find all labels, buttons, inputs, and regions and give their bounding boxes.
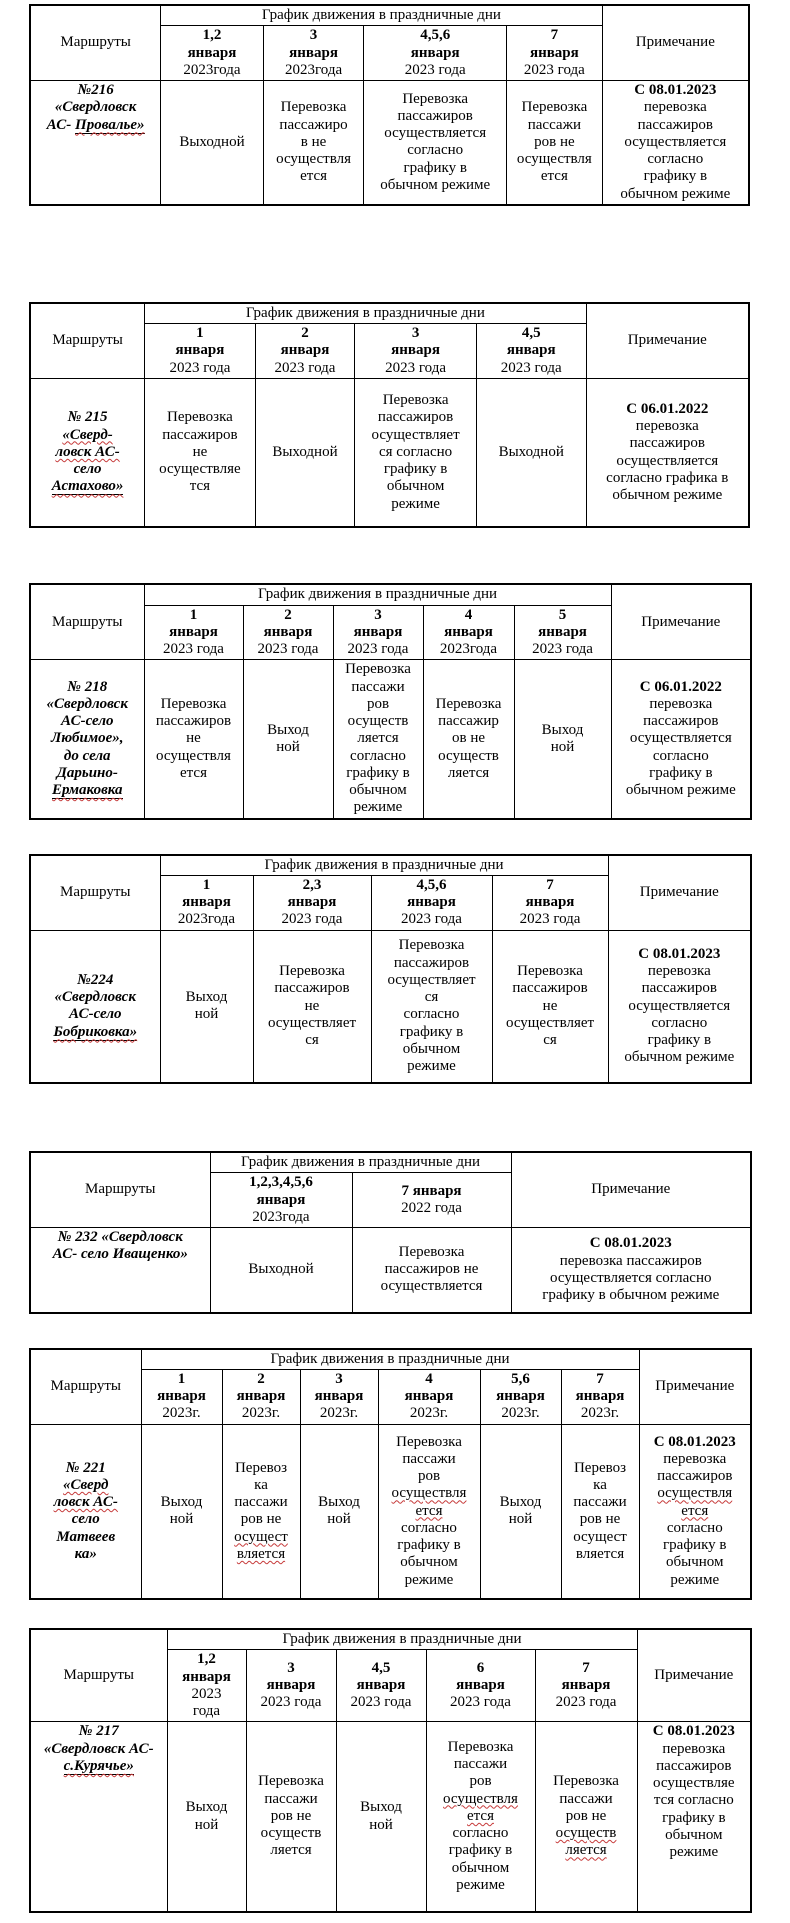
schedule-day-cell: Перевозка пассажиров осуществляет ся согласно графику в обычном режиме (355, 378, 477, 527)
date-year: 2023 года (350, 1694, 412, 1711)
date-day: 1 (196, 325, 204, 341)
routes-header-cell: Маршруты (30, 1629, 167, 1722)
date-header-cell (161, 26, 264, 81)
header-row (30, 303, 749, 324)
date-day: 1,2,3,4,5,6 (249, 1174, 313, 1191)
route-name-line (33, 1494, 139, 1511)
spellcheck-wavy-text: ловск АС- (53, 1494, 118, 1510)
route-name-line (33, 444, 142, 461)
date-day: 1 (202, 876, 211, 893)
body-row (30, 81, 749, 205)
note-header-cell: Примечание (608, 855, 751, 931)
date-day: 3 (335, 1370, 343, 1387)
note-text: перевозка пассажиров осуществляется согласно графику в обычном режиме (625, 695, 736, 798)
date-year: 2023г. (409, 1405, 449, 1422)
date-header-cell (514, 605, 611, 660)
schedule-table-route-218 (29, 583, 752, 819)
date-year: 2023г. (241, 1405, 281, 1422)
route-name-line: № 232 «Свердловск (57, 1229, 183, 1245)
underlined-text: Ермаковка (52, 782, 123, 798)
date-month: января (456, 1677, 505, 1694)
schedule-table-route-217 (29, 1628, 752, 1913)
schedule-day-cell: Выходной (161, 81, 264, 205)
note-header-cell: Примечание (637, 1629, 751, 1722)
date-year: 2023 года (404, 61, 466, 78)
schedule-day-cell: Перевозка пассажи ров осуществля ется согласно графику в обычном режиме (426, 1722, 535, 1912)
schedule-day-cell: Перевозка пассажи ров осуществля ется согласно графику в обычном режиме (378, 1424, 480, 1599)
routes-header-cell: Маршруты (30, 1152, 210, 1228)
date-day: 4 (425, 1370, 433, 1387)
date-year: 2023 года (169, 359, 231, 376)
date-month: января (575, 1388, 625, 1404)
header-row (30, 5, 749, 26)
spellcheck-wavy-text: «Сверд- (62, 426, 113, 443)
route-name-line: село (71, 1511, 100, 1528)
note-header-cell: Примечание (611, 584, 751, 660)
date-header-cell (371, 875, 492, 930)
date-month: января (289, 44, 338, 61)
note-header-cell: Примечание (586, 303, 749, 379)
schedule-header-cell: График движения в праздничные дни (160, 855, 608, 876)
schedule-day-cell: Перевоз ка пассажи ров не осущест вляется (222, 1424, 300, 1599)
note-effective-date: С 08.01.2023 (638, 945, 721, 962)
date-year: 2023года (252, 1208, 310, 1225)
note-effective-date: С 08.01.2023 (653, 1433, 736, 1450)
date-year: 2023года (177, 911, 236, 928)
underlined-text: с.Курячье» (63, 1757, 134, 1774)
schedule-header-cell: График движения в праздничные дни (141, 1349, 639, 1370)
route-name-line: «Свердловск (46, 695, 128, 712)
route-name-line (33, 1024, 158, 1041)
route-name-line: ка» (74, 1545, 97, 1562)
route-name-line (33, 427, 142, 444)
date-month: января (496, 1388, 545, 1404)
date-month: января (169, 623, 218, 640)
date-year: 2023года (439, 641, 498, 657)
date-day: 2,3 (302, 876, 322, 893)
schedule-header-cell: График движения в праздничные дни (145, 303, 586, 324)
date-header-cell (364, 26, 507, 81)
route-name-line: № 217 (78, 1723, 119, 1740)
routes-header-cell: Маршруты (30, 303, 145, 379)
date-day: 2 (284, 606, 292, 623)
date-day: 4,5,6 (416, 876, 447, 893)
schedule-table-route-221 (29, 1348, 752, 1601)
date-month: января (525, 894, 575, 910)
schedule-header-cell: График движения в праздничные дни (144, 584, 611, 605)
date-header-cell (253, 875, 371, 930)
route-name-line: «Свердловск (54, 99, 137, 116)
route-name-line: АС- Провалье» (46, 116, 145, 133)
routes-header-cell: Маршруты (30, 5, 161, 81)
schedule-header-cell: График движения в праздничные дни (167, 1629, 637, 1650)
body-row (30, 1228, 751, 1313)
route-name-line: Любимое», (50, 730, 124, 747)
date-month: января (506, 342, 556, 359)
schedule-day-cell: Перевозка пассажиров не осуществля ется (144, 660, 243, 819)
route-name-line (33, 478, 142, 495)
date-year: 2023 года (191, 1685, 222, 1719)
date-year: 2023 года (555, 1694, 617, 1711)
route-name-line: №216 (77, 82, 114, 98)
date-month: января (529, 44, 579, 61)
date-header-cell (160, 875, 253, 930)
spellcheck-wavy-text: ляется (565, 1842, 607, 1859)
date-month: января (157, 1388, 206, 1404)
schedule-table-route-216 (29, 4, 750, 206)
date-year: 2023г. (501, 1405, 540, 1422)
date-day: 7 (596, 1370, 604, 1387)
date-month: января (404, 1388, 454, 1404)
note-cell (639, 1424, 751, 1599)
schedule-day-cell: Выход ной (167, 1722, 246, 1912)
date-header-cell (336, 1650, 426, 1722)
schedule-day-cell: Перевозка пассажиро в не осуществля ется (263, 81, 364, 205)
date-header-cell (263, 26, 364, 81)
date-day: 6 (476, 1659, 485, 1676)
body-row (30, 1722, 751, 1912)
spellcheck-wavy-text: осуществля (657, 1485, 733, 1502)
date-month: января (410, 44, 460, 61)
date-month: января (266, 1677, 316, 1694)
date-header-cell (426, 1650, 535, 1722)
schedule-header-cell: График движения в праздничные дни (210, 1152, 511, 1173)
schedule-day-cell: Выход ной (243, 660, 333, 819)
spellcheck-wavy-text: ется (467, 1807, 494, 1824)
date-year: 2023 года (274, 359, 336, 376)
route-name-line: АС-село (68, 1006, 122, 1023)
note-text: перевозка пассажиров осуществляется согласно графика в обычном режиме (606, 418, 729, 503)
underlined-text: Провалье» (75, 116, 145, 133)
schedule-day-cell: Выход ной (160, 930, 253, 1083)
note-header-cell: Примечание (639, 1349, 751, 1425)
schedule-day-cell: Перевоз ка пассажи ров не осущест вляется (561, 1424, 639, 1599)
date-month: января (407, 894, 456, 910)
date-header-cell (167, 1650, 246, 1722)
date-header-cell (246, 1650, 336, 1722)
date-day: 3 (287, 1659, 295, 1676)
route-cell (30, 1424, 141, 1599)
spellcheck-wavy-text: ется (415, 1502, 443, 1519)
route-cell (30, 1722, 167, 1912)
date-year: 2023 года (163, 641, 224, 657)
schedule-day-cell: Выходной (255, 378, 355, 527)
date-year: 2023г. (319, 1405, 359, 1422)
date-month: января (280, 342, 330, 359)
route-name-line: «Свердловск (54, 989, 136, 1005)
date-day: 1 (177, 1370, 186, 1387)
date-month: января (236, 1388, 286, 1404)
schedule-day-cell: Перевозка пассажи ров не осуществля ется (507, 81, 603, 205)
date-header-cell (561, 1369, 639, 1424)
date-header-cell (222, 1369, 300, 1424)
date-month: января (182, 1668, 231, 1685)
date-year: 2023 года (281, 911, 343, 928)
header-row (30, 584, 751, 605)
spellcheck-wavy-text: осуществля (443, 1790, 518, 1807)
route-name-line (33, 782, 142, 799)
date-year: 2023года (284, 61, 343, 78)
note-text: перевозка пассажиров осуществля ется согласно графику в обычном режиме (657, 1450, 733, 1588)
schedule-header-cell: График движения в праздничные дни (161, 5, 602, 26)
schedule-day-cell: Перевозка пассажиров не осуществляет ся (253, 930, 371, 1083)
route-name-line: № 215 (67, 409, 108, 426)
note-text: перевозка пассажиров осуществляе тся согласно графику в обычном режиме (653, 1740, 735, 1860)
date-header-cell (145, 324, 256, 379)
body-row (30, 930, 751, 1083)
note-text: перевозка пассажиров осуществляется согласно графику в обычном режиме (620, 99, 731, 202)
date-year: 2023 года (500, 359, 562, 376)
date-day: 2 (257, 1370, 265, 1387)
spellcheck-wavy-text: вляется (236, 1545, 286, 1562)
schedule-day-cell: Выходной (476, 378, 586, 527)
note-header-cell: Примечание (602, 5, 749, 81)
date-year: 2023 года (401, 911, 462, 928)
date-header-cell (243, 605, 333, 660)
routes-header-cell: Маршруты (30, 855, 160, 931)
schedule-day-cell: Выходной (210, 1228, 352, 1313)
date-header-cell (352, 1173, 511, 1228)
route-cell (30, 81, 161, 205)
date-day: 5 (558, 606, 567, 623)
note-cell (608, 930, 751, 1083)
date-day: 1,2 (197, 1651, 216, 1668)
schedule-table-route-224 (29, 854, 752, 1085)
date-day: 5,6 (511, 1370, 530, 1387)
spellcheck-wavy-text: осуществ (555, 1825, 617, 1842)
route-name-line (33, 1477, 139, 1494)
note-effective-date: С 08.01.2023 (589, 1235, 672, 1252)
spellcheck-wavy-text: ловск АС- (55, 443, 120, 460)
routes-header-cell: Маршруты (30, 584, 144, 660)
schedule-day-cell: Перевозка пассажиров не осуществляе тся (145, 378, 256, 527)
date-header-cell (423, 605, 514, 660)
schedule-day-cell: Выход ной (141, 1424, 222, 1599)
date-year: 2023 года (523, 61, 585, 78)
date-day: 7 (550, 27, 559, 44)
note-cell (602, 81, 749, 205)
route-name-line: № 218 (67, 678, 108, 695)
header-row (30, 855, 751, 876)
note-effective-date: С 08.01.2023 (634, 82, 717, 98)
schedule-day-cell: Перевозка пассажиров не осуществляется (352, 1228, 511, 1313)
date-header-cell (255, 324, 355, 379)
note-cell (637, 1722, 751, 1912)
date-month: января (391, 342, 440, 359)
date-header-cell (210, 1173, 352, 1228)
note-effective-date: С 06.01.2022 (626, 400, 709, 417)
route-name-line: Дарьино- (56, 764, 118, 781)
route-name-line: село (73, 461, 102, 478)
date-header-cell (476, 324, 586, 379)
date-day: 4 (464, 606, 473, 623)
date-month: января (187, 44, 237, 61)
date-day: 7 (582, 1659, 590, 1676)
schedule-day-cell: Перевозка пассажиров осуществляется согласно графику в обычном режиме (364, 81, 507, 205)
schedule-day-cell: Выход ной (336, 1722, 426, 1912)
date-day: 2 (301, 325, 309, 341)
note-text: перевозка пассажиров осуществляется согласно графику в обычном режиме (542, 1252, 720, 1303)
underlined-text: Астахово» (51, 478, 124, 495)
date-year: 2023 года (519, 911, 581, 928)
date-day: 3 (309, 27, 318, 44)
date-day: 3 (374, 606, 382, 623)
note-cell (586, 378, 749, 527)
route-name-line: «Свердловск АС- (43, 1740, 154, 1757)
date-month: января (356, 1677, 406, 1694)
date-header-cell (144, 605, 243, 660)
date-header-cell (507, 26, 603, 81)
schedule-day-cell: Перевозка пассажиров не осуществляет ся (492, 930, 608, 1083)
body-row (30, 1424, 751, 1599)
route-name-line: Матвеев (56, 1528, 116, 1545)
schedule-day-cell: Выход ной (480, 1424, 561, 1599)
route-cell (30, 660, 144, 819)
date-header-cell (535, 1650, 637, 1722)
spellcheck-wavy-text: «Сверд (63, 1476, 109, 1493)
header-row (30, 1152, 751, 1173)
date-year: 2023 года (347, 641, 409, 657)
date-month: января (182, 894, 231, 910)
spellcheck-wavy-text: осуществля (391, 1485, 467, 1502)
date-header-cell (333, 605, 423, 660)
header-row (30, 1349, 751, 1370)
date-header-cell (378, 1369, 480, 1424)
date-year: 2023 года (260, 1694, 322, 1711)
route-name-line: №224 (77, 971, 114, 988)
date-year: 2023г. (162, 1405, 201, 1422)
date-month: января (353, 623, 403, 640)
spellcheck-wavy-text: осущест (234, 1528, 288, 1545)
schedule-day-cell: Перевозка пассажи ров осуществ ляется согласно графику в обычном режиме (333, 660, 423, 819)
route-name-line: АС-село (60, 713, 114, 729)
date-month: января (256, 1191, 306, 1208)
schedule-day-cell: Выход ной (514, 660, 611, 819)
routes-header-cell: Маршруты (30, 1349, 141, 1425)
date-month: января (538, 623, 587, 640)
date-year: 2022 года (401, 1200, 462, 1217)
date-day: 7 (546, 876, 554, 893)
date-header-cell (300, 1369, 378, 1424)
schedule-day-cell: Перевозка пассажиров осуществляет ся согласно графику в обычном режиме (371, 930, 492, 1083)
date-day: 4,5 (371, 1659, 391, 1676)
route-name-line: до села (63, 747, 111, 764)
date-year: 2023 года (385, 359, 447, 376)
date-day: 4,5,6 (420, 27, 451, 44)
route-name-line: АС- село Иващенко» (52, 1246, 188, 1263)
note-header-cell: Примечание (511, 1152, 751, 1228)
date-header-cell (492, 875, 608, 930)
header-row (30, 1629, 751, 1650)
date-year: 2023 года (532, 641, 593, 657)
note-text: перевозка пассажиров осуществляется согласно графику в обычном режиме (624, 963, 735, 1066)
route-name-line: № 221 (65, 1459, 106, 1476)
date-day: 7 января (401, 1182, 462, 1199)
schedule-day-cell: Перевозка пассажи ров не осуществ ляется (246, 1722, 336, 1912)
date-day: 4,5 (521, 325, 541, 341)
route-name-line (33, 1758, 165, 1775)
route-cell (30, 1228, 210, 1313)
date-header-cell (480, 1369, 561, 1424)
underlined-text: Бобриковка» (53, 1023, 138, 1040)
date-year: 2023г. (580, 1405, 620, 1422)
note-effective-date: С 08.01.2023 (652, 1723, 735, 1740)
note-effective-date: С 06.01.2022 (639, 678, 722, 695)
date-month: января (175, 342, 225, 359)
route-cell (30, 378, 145, 527)
note-cell (511, 1228, 751, 1313)
date-month: января (263, 623, 313, 640)
spellcheck-wavy-text: ется (681, 1502, 709, 1519)
date-day: 1,2 (202, 27, 222, 44)
date-year: 2023 года (257, 641, 319, 657)
date-month: января (314, 1388, 364, 1404)
date-month: января (287, 894, 337, 910)
body-row (30, 378, 749, 527)
date-day: 3 (411, 325, 420, 341)
schedule-table-route-215 (29, 302, 750, 529)
schedule-day-cell: Перевозка пассажи ров не осуществ ляется (535, 1722, 637, 1912)
date-month: января (444, 623, 493, 640)
schedule-day-cell: Перевозка пассажир ов не осуществ ляется (423, 660, 514, 819)
note-cell (611, 660, 751, 819)
date-header-cell (141, 1369, 222, 1424)
date-day: 1 (189, 606, 198, 623)
date-year: 2023года (183, 61, 241, 78)
body-row (30, 660, 751, 819)
date-month: января (561, 1677, 611, 1694)
date-header-cell (355, 324, 477, 379)
date-year: 2023 года (450, 1694, 511, 1711)
schedule-day-cell: Выход ной (300, 1424, 378, 1599)
route-cell (30, 930, 160, 1083)
schedule-table-route-232 (29, 1151, 752, 1314)
